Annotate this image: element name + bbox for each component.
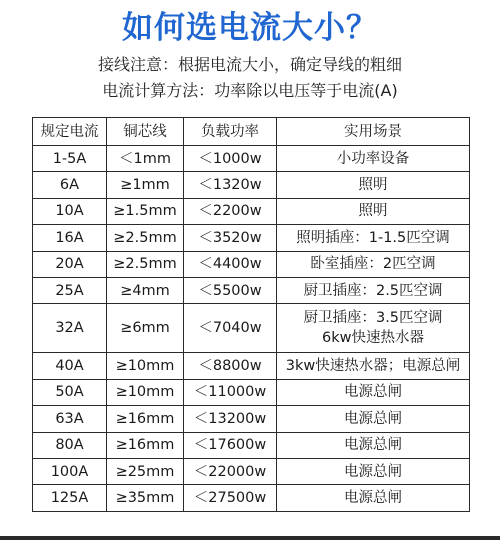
cell-wire-size: ≥16mm [107,406,184,432]
table-row [33,432,470,458]
cell-rated-current: 1-5A [33,146,107,172]
table-row [33,198,470,224]
table-row [33,304,470,353]
cell-usage: 厨卫插座：2.5匹空调 [277,277,470,303]
cell-wire-size: ≥35mm [107,485,184,511]
header-copper-wire: 铜芯线 [107,118,184,146]
cell-load-power: ＜3520w [184,225,277,251]
cell-rated-current: 16A [33,225,107,251]
cell-wire-size: ≥1mm [107,172,184,198]
header-load-power: 负载功率 [184,118,277,146]
table-row [33,172,470,198]
cell-usage: 电源总闸 [277,406,470,432]
cell-rated-current: 25A [33,277,107,303]
wiring-note: 接线注意：根据电流大小，确定导线的粗细 [97,55,402,74]
table-row [33,406,470,432]
cell-usage [277,304,470,353]
current-spec-table [32,117,470,512]
cell-rated-current: 50A [33,379,107,405]
cell-usage: 电源总闸 [277,458,470,484]
cell-usage: 电源总闸 [277,485,470,511]
cell-rated-current: 32A [33,304,107,353]
cell-load-power: ＜4400w [184,251,277,277]
cell-load-power: ＜22000w [184,458,277,484]
table-row [33,251,470,277]
cell-rated-current: 40A [33,353,107,379]
cell-load-power: ＜5500w [184,277,277,303]
cell-wire-size: ≥1.5mm [107,198,184,224]
cell-usage: 电源总闸 [277,379,470,405]
table-row [33,458,470,484]
cell-load-power: ＜7040w [184,304,277,353]
table-body [33,146,470,512]
header-rated-current: 规定电流 [33,118,107,146]
cell-line: 厨卫插座：3.5匹空调 [303,310,443,327]
cell-load-power: ＜13200w [184,406,277,432]
cell-load-power: ＜11000w [184,379,277,405]
header-usage-scenario: 实用场景 [277,118,470,146]
table-row [33,379,470,405]
cell-load-power: ＜17600w [184,432,277,458]
cell-wire-size: ≥4mm [107,277,184,303]
calculation-note: 电流计算方法：功率除以电压等于电流(A) [102,81,398,100]
cell-load-power: ＜1000w [184,146,277,172]
cell-usage: 3kw快速热水器；电源总闸 [277,353,470,379]
cell-load-power: ＜1320w [184,172,277,198]
cell-wire-size: ≥10mm [107,379,184,405]
cell-rated-current: 20A [33,251,107,277]
cell-usage: 照明 [277,198,470,224]
cell-rated-current: 80A [33,432,107,458]
cell-load-power: ＜8800w [184,353,277,379]
cell-wire-size: ≥10mm [107,353,184,379]
cell-rated-current: 125A [33,485,107,511]
cell-load-power: ＜27500w [184,485,277,511]
page-title: 如何选电流大小？ [122,10,378,46]
table-row [33,277,470,303]
cell-rated-current: 100A [33,458,107,484]
cell-wire-size: ≥6mm [107,304,184,353]
cell-line: 6kw快速热水器 [322,330,424,347]
cell-usage: 照明插座：1-1.5匹空调 [277,225,470,251]
cell-rated-current: 6A [33,172,107,198]
cell-usage: 卧室插座：2匹空调 [277,251,470,277]
cell-wire-size: ≥2.5mm [107,225,184,251]
cell-usage: 电源总闸 [277,432,470,458]
cell-load-power: ＜2200w [184,198,277,224]
cell-wire-size: ≥25mm [107,458,184,484]
cell-rated-current: 10A [33,198,107,224]
table-row [33,146,470,172]
cell-wire-size: ≥16mm [107,432,184,458]
table-row [33,485,470,511]
table-row [33,353,470,379]
bottom-divider [0,536,500,540]
cell-usage: 照明 [277,172,470,198]
cell-usage: 小功率设备 [277,146,470,172]
cell-rated-current: 63A [33,406,107,432]
cell-wire-size: ≥2.5mm [107,251,184,277]
cell-wire-size: ＜1mm [107,146,184,172]
table-row [33,225,470,251]
table-header-row [33,118,470,146]
